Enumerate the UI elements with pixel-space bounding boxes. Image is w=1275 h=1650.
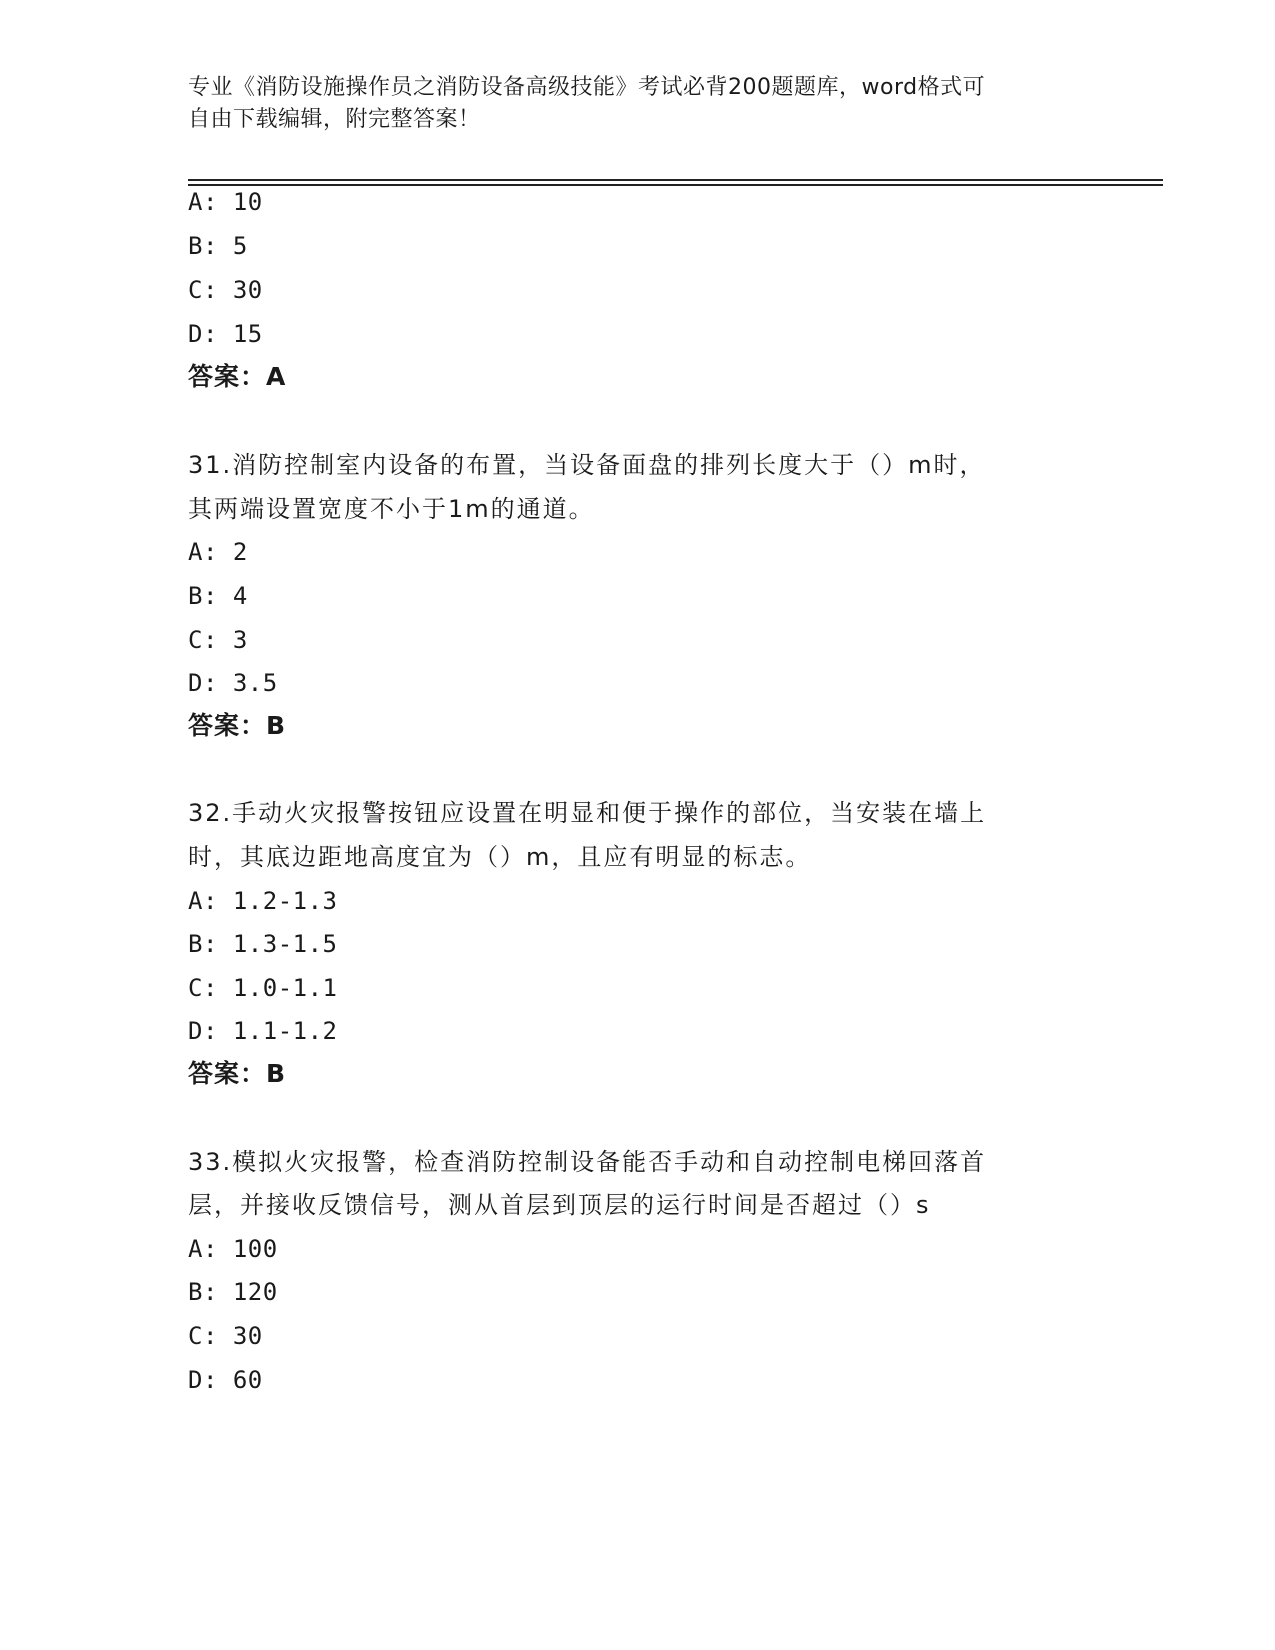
header-divider-bottom <box>188 184 1163 186</box>
option-a: A: 10 <box>188 188 263 216</box>
question-31-text-line-2: 其两端设置宽度不小于1m的通道。 <box>188 495 595 523</box>
option-b: B: 120 <box>188 1278 278 1306</box>
option-a: A: 2 <box>188 538 248 566</box>
option-c: C: 1.0-1.1 <box>188 974 338 1002</box>
question-31-text-line-1: 31.消防控制室内设备的布置，当设备面盘的排列长度大于（）m时， <box>188 451 986 479</box>
header-line-1: 专业《消防设施操作员之消防设备高级技能》考试必背200题题库，word格式可 <box>188 75 986 100</box>
question-32-text-line-2: 时，其底边距地高度宜为（）m，且应有明显的标志。 <box>188 843 812 871</box>
option-b: B: 5 <box>188 232 248 260</box>
option-a: A: 100 <box>188 1235 278 1263</box>
option-b: B: 1.3-1.5 <box>188 930 338 958</box>
question-33-text-line-1: 33.模拟火灾报警，检查消防控制设备能否手动和自动控制电梯回落首 <box>188 1148 987 1176</box>
question-32-text-line-1: 32.手动火灾报警按钮应设置在明显和便于操作的部位，当安装在墙上 <box>188 799 987 827</box>
document-header <box>188 72 1088 136</box>
header-divider-top <box>188 179 1163 181</box>
option-c: C: 3 <box>188 626 248 654</box>
option-d: D: 3.5 <box>188 669 278 697</box>
question-33-text-line-2: 层，并接收反馈信号，测从首层到顶层的运行时间是否超过（）s <box>188 1191 931 1219</box>
answer-label: 答案：B <box>188 1059 287 1088</box>
answer-label: 答案：B <box>188 711 287 740</box>
option-d: D: 15 <box>188 320 263 348</box>
option-b: B: 4 <box>188 582 248 610</box>
option-c: C: 30 <box>188 276 263 304</box>
option-d: D: 60 <box>188 1366 263 1394</box>
option-c: C: 30 <box>188 1322 263 1350</box>
option-d: D: 1.1-1.2 <box>188 1017 338 1045</box>
header-line-2: 自由下载编辑，附完整答案！ <box>188 107 481 132</box>
answer-label: 答案：A <box>188 362 287 391</box>
option-a: A: 1.2-1.3 <box>188 887 338 915</box>
